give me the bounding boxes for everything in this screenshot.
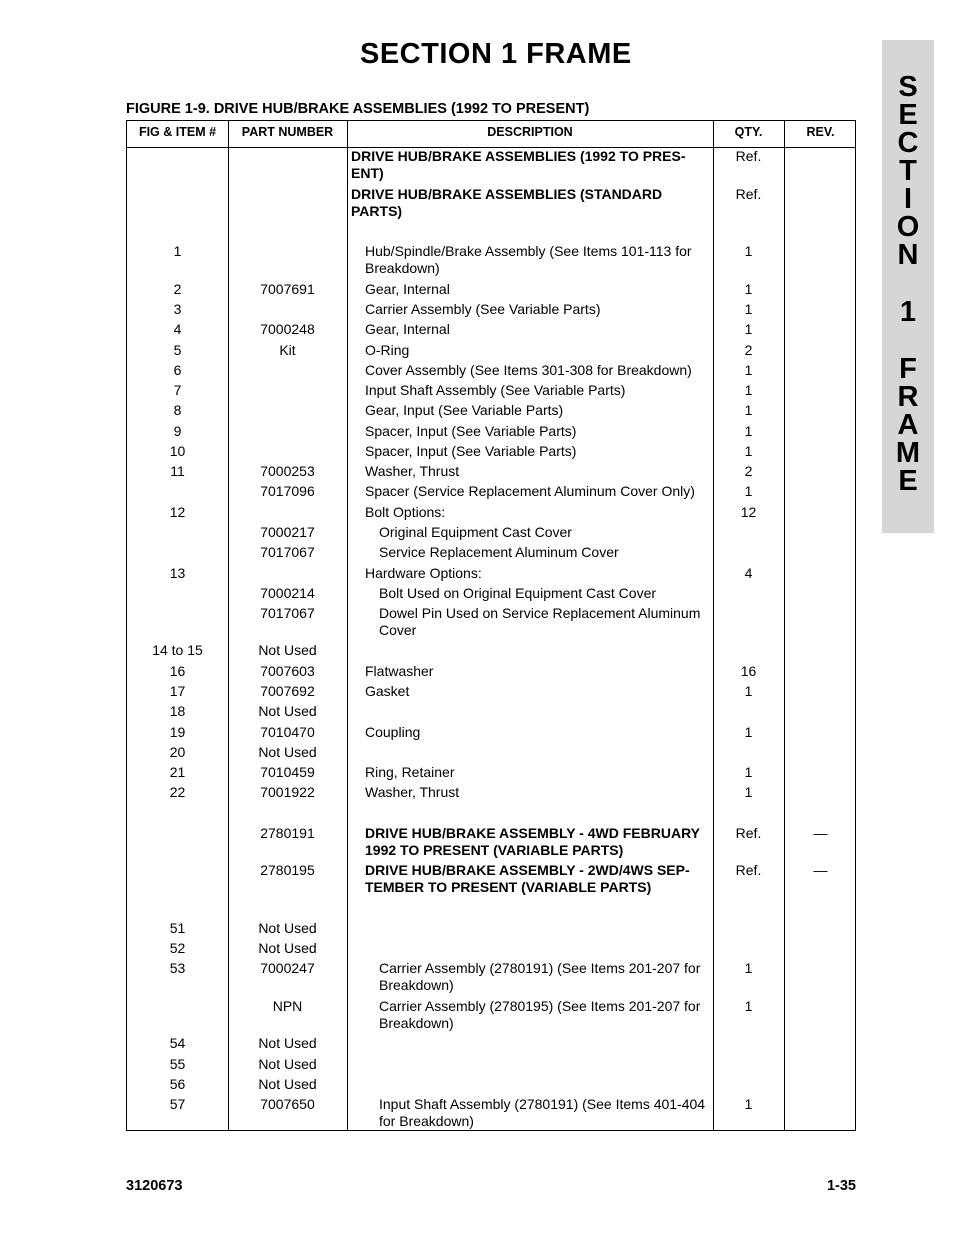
cell-part-number: Not Used (258, 1056, 317, 1072)
cell-description: Spacer, Input (See Variable Parts) (365, 423, 577, 439)
cell-part-number: Not Used (258, 1035, 317, 1051)
cell-description: DRIVE HUB/BRAKE ASSEMBLY - 4WD FEBRUARY 1992 TO PRESENT (VARIABLE PARTS) (365, 825, 700, 858)
cell-fig-item: 7 (173, 382, 182, 398)
side-tab-letter: R (897, 381, 919, 413)
side-tab-letter: N (897, 239, 919, 271)
column-divider (228, 121, 229, 1130)
cell-description: Gear, Internal (365, 321, 450, 337)
cell-part-number: 7007650 (260, 1096, 315, 1112)
cell-fig-item: 18 (169, 703, 186, 719)
cell-fig-item: 12 (169, 504, 186, 520)
side-tab-letter: O (896, 211, 920, 243)
cell-fig-item: 52 (169, 940, 186, 956)
column-divider (784, 121, 785, 1130)
cell-part-number: 7000247 (260, 960, 315, 976)
cell-part-number: 2780191 (260, 825, 315, 841)
cell-part-number: 7010470 (260, 724, 315, 740)
cell-description: Carrier Assembly (2780195) (See Items 201-207 for Breakdown) (379, 998, 701, 1031)
cell-fig-item: 11 (170, 463, 185, 479)
cell-part-number: Not Used (258, 920, 317, 936)
cell-part-number: 7017067 (260, 544, 315, 560)
cell-part-number: Not Used (258, 1076, 317, 1092)
cell-description: DRIVE HUB/BRAKE ASSEMBLY - 2WD/4WS SEP-TEMBER TO PRESENT (VARIABLE PARTS) (365, 862, 690, 895)
column-header-qty: QTY. (734, 125, 763, 139)
cell-description: Spacer, Input (See Variable Parts) (365, 443, 577, 459)
cell-qty: 1 (744, 784, 753, 800)
cell-description: Input Shaft Assembly (See Variable Parts) (365, 382, 626, 398)
cell-fig-item: 22 (169, 784, 186, 800)
cell-description: Carrier Assembly (2780191) (See Items 201-207 for Breakdown) (379, 960, 701, 993)
cell-description: Gear, Input (See Variable Parts) (365, 402, 564, 418)
cell-fig-item: 53 (169, 960, 186, 976)
cell-description: Carrier Assembly (See Variable Parts) (365, 301, 601, 317)
side-tab-letter: S (898, 71, 918, 103)
cell-part-number: 7000253 (260, 463, 315, 479)
cell-fig-item: 10 (169, 443, 186, 459)
cell-description: DRIVE HUB/BRAKE ASSEMBLIES (STANDARD PARTS) (351, 186, 663, 219)
cell-fig-item: 13 (169, 565, 186, 581)
cell-fig-item: 17 (169, 683, 186, 699)
cell-description: Input Shaft Assembly (2780191) (See Items 401-404 for Breakdown) (379, 1096, 706, 1129)
cell-description: Gear, Internal (365, 281, 450, 297)
cell-description: Hub/Spindle/Brake Assembly (See Items 101-113 for Breakdown) (365, 243, 692, 276)
cell-part-number: 7000217 (260, 524, 315, 540)
cell-fig-item: 4 (173, 321, 182, 337)
column-header-fig-item: FIG & ITEM # (138, 125, 217, 139)
cell-qty: 1 (744, 998, 753, 1014)
page-number: 1-35 (826, 1178, 856, 1194)
cell-part-number: Not Used (258, 940, 317, 956)
cell-qty: 1 (744, 321, 753, 337)
cell-qty: Ref. (735, 148, 762, 164)
side-tab-letter: A (897, 409, 919, 441)
cell-qty: 1 (744, 764, 753, 780)
cell-qty: 1 (744, 281, 753, 297)
cell-rev: — (813, 825, 828, 841)
cell-description: Original Equipment Cast Cover (379, 524, 572, 540)
cell-qty: 1 (744, 724, 753, 740)
cell-fig-item: 2 (173, 281, 182, 297)
cell-description: Service Replacement Aluminum Cover (379, 544, 619, 560)
cell-qty: 1 (744, 683, 753, 699)
cell-fig-item: 14 to 15 (152, 642, 203, 658)
cell-fig-item: 5 (173, 342, 182, 358)
section-side-tab (882, 40, 934, 533)
cell-description: Spacer (Service Replacement Aluminum Cover Only) (365, 483, 695, 499)
cell-rev: — (813, 862, 828, 878)
side-tab-letter: I (903, 183, 913, 215)
cell-description: Washer, Thrust (365, 463, 460, 479)
cell-fig-item: 54 (169, 1035, 186, 1051)
cell-part-number: Not Used (258, 744, 317, 760)
cell-description: DRIVE HUB/BRAKE ASSEMBLIES (1992 TO PRES-ENT) (351, 148, 686, 181)
cell-description: Cover Assembly (See Items 301-308 for Breakdown) (365, 362, 692, 378)
page-title: SECTION 1 FRAME (360, 38, 632, 70)
cell-qty: 1 (744, 362, 753, 378)
side-tab-letter: E (898, 465, 918, 497)
cell-description: Flatwasher (365, 663, 434, 679)
cell-fig-item: 56 (169, 1076, 186, 1092)
cell-qty: 1 (744, 423, 753, 439)
cell-qty: 2 (744, 342, 753, 358)
cell-fig-item: 9 (173, 423, 182, 439)
cell-part-number: 2780195 (260, 862, 315, 878)
cell-part-number: 7007691 (260, 281, 315, 297)
cell-part-number: 7010459 (260, 764, 315, 780)
cell-part-number: 7017067 (260, 605, 315, 621)
cell-part-number: Not Used (258, 703, 317, 719)
cell-qty: 1 (744, 243, 753, 259)
cell-qty: 1 (744, 1096, 753, 1112)
cell-qty: Ref. (735, 186, 762, 202)
column-header-part-number: PART NUMBER (241, 125, 334, 139)
cell-description: Bolt Options: (365, 504, 446, 520)
cell-qty: 1 (744, 443, 753, 459)
cell-part-number: 7007692 (260, 683, 315, 699)
column-header-description: DESCRIPTION (487, 125, 573, 139)
cell-description: Washer, Thrust (365, 784, 460, 800)
cell-part-number: 7007603 (260, 663, 315, 679)
column-divider (713, 121, 714, 1130)
cell-qty: 1 (744, 960, 753, 976)
cell-qty: Ref. (735, 825, 762, 841)
cell-fig-item: 57 (169, 1096, 186, 1112)
column-header-rev: REV. (806, 125, 835, 139)
cell-description: Ring, Retainer (365, 764, 455, 780)
side-tab-letter: 1 (899, 296, 917, 328)
figure-caption: FIGURE 1-9. DRIVE HUB/BRAKE ASSEMBLIES (1992 TO PRESENT) (126, 101, 590, 117)
cell-fig-item: 3 (173, 301, 182, 317)
side-tab-letter: C (897, 127, 919, 159)
cell-qty: 1 (744, 483, 753, 499)
cell-description: O-Ring (365, 342, 410, 358)
cell-description: Coupling (365, 724, 421, 740)
document-number: 3120673 (126, 1178, 183, 1194)
side-tab-letter: E (898, 99, 918, 131)
cell-qty: 1 (744, 382, 753, 398)
cell-qty: 12 (740, 504, 757, 520)
side-tab-letter: M (895, 437, 921, 469)
cell-description: Gasket (365, 683, 410, 699)
cell-fig-item: 51 (169, 920, 186, 936)
cell-qty: 1 (744, 301, 753, 317)
cell-part-number: 7017096 (260, 483, 315, 499)
cell-qty: 1 (744, 402, 753, 418)
column-divider (347, 121, 348, 1130)
cell-fig-item: 16 (169, 663, 186, 679)
cell-part-number: 7001922 (260, 784, 315, 800)
cell-part-number: 7000248 (260, 321, 315, 337)
cell-fig-item: 6 (173, 362, 182, 378)
cell-fig-item: 21 (169, 764, 186, 780)
cell-qty: Ref. (735, 862, 762, 878)
side-tab-letter: F (899, 353, 917, 385)
cell-qty: 4 (744, 565, 753, 581)
cell-fig-item: 8 (173, 402, 182, 418)
cell-part-number: Not Used (258, 642, 317, 658)
cell-description: Dowel Pin Used on Service Replacement Aluminum Cover (379, 605, 701, 638)
parts-table (126, 120, 856, 1131)
cell-fig-item: 1 (173, 243, 182, 259)
cell-part-number: 7000214 (260, 585, 315, 601)
cell-fig-item: 55 (169, 1056, 186, 1072)
cell-part-number: NPN (272, 998, 303, 1014)
cell-qty: 2 (744, 463, 753, 479)
cell-fig-item: 20 (169, 744, 186, 760)
cell-part-number: Kit (279, 342, 296, 358)
side-tab-letter: T (899, 155, 917, 187)
cell-description: Hardware Options: (365, 565, 482, 581)
cell-description: Bolt Used on Original Equipment Cast Cover (379, 585, 657, 601)
cell-fig-item: 19 (169, 724, 186, 740)
cell-qty: 16 (740, 663, 757, 679)
